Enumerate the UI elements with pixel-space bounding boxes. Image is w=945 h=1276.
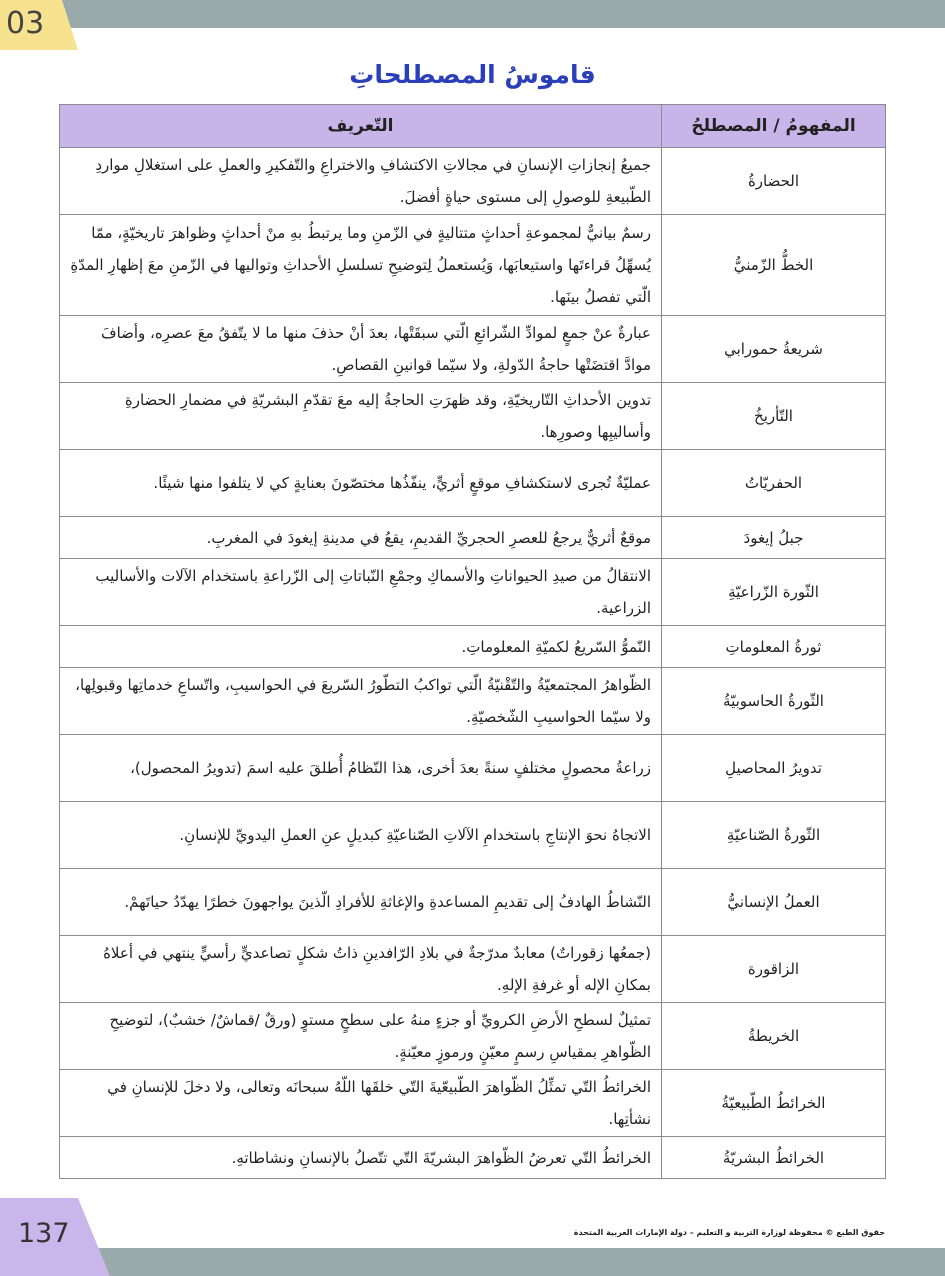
glossary-definition: الانتقالُ من صيدِ الحيواناتِ والأسماكِ وجمْعِ النّباتاتِ إلى الزّراعةِ باستخدام الآلات والأساليب الزراعية.: [60, 559, 662, 626]
glossary-definition: النّموُّ السّريعُ لكميّةِ المعلوماتِ.: [60, 626, 662, 668]
glossary-definition: (جمعُها زقوراتٌ) معابدٌ مدرّجةٌ في بلادِ الرّافدينِ ذاتُ شكلٍ تصاعديٍّ رأسيٍّ ينتهي في أعلاهُ بمكانِ الإله أو غرفةِ الإلهِ.: [60, 936, 662, 1003]
glossary-term: جبلُ إيغودَ: [662, 517, 886, 559]
glossary-term: الثّورةُ الصّناعيّةِ: [662, 802, 886, 869]
glossary-term: الثّورة الزّراعيّةِ: [662, 559, 886, 626]
glossary-definition: عبارةٌ عنْ جمعٍ لموادِّ الشّرائعِ الّتي سبقَتْها، بعدَ أنْ حذفَ منها ما لا يتّفقُ معَ عصرِه، وأضافَ موادَّ اقتضَتْها حاجةُ الدّولةِ، ولا سيّما قوانينِ القصاصِ.: [60, 316, 662, 383]
table-row: [60, 802, 886, 869]
glossary-term: التّأريخُ: [662, 383, 886, 450]
glossary-term: الخطُّ الزّمنيُّ: [662, 215, 886, 316]
definition-column-header: التّعريف: [60, 105, 662, 148]
glossary-definition: زراعةُ محصولٍ مختلفٍ سنةً بعدَ أخرى، هذا النّظامُ أُطلقَ عليه اسمَ (تدويرُ المحصول)،: [60, 735, 662, 802]
glossary-term: الثّورةُ الحاسوبيّةُ: [662, 668, 886, 735]
glossary-definition: تدوين الأحداثِ التّاريخيّةِ، وقد ظهرَتِ الحاجةُ إليه معَ تقدّمِ البشريّةِ في مضمارِ الحضارةِ وأساليبِها وصورِها.: [60, 383, 662, 450]
table-row: [60, 316, 886, 383]
term-column-header: المفهومُ / المصطلحُ: [662, 105, 886, 148]
table-row: [60, 936, 886, 1003]
glossary-definition: موقعٌ أثريٌّ يرجعُ للعصرِ الحجريِّ القديمِ، يقعُ في مدينةِ إيغودَ في المغربِ.: [60, 517, 662, 559]
glossary-definition: تمثيلٌ لسطحِ الأرضِ الكرويِّ أو جزءٍ منهُ على سطحٍ مستوٍ (ورقٌ /قماشٌ/ خشبٌ)، لتوضيحِ الظّواهرِ بمقياسِ رسمٍ معيّنٍ ورموزٍ معيّنةٍ.: [60, 1003, 662, 1070]
table-row: [60, 1137, 886, 1179]
table-row: [60, 383, 886, 450]
glossary-term: الخرائطُ البشريّةُ: [662, 1137, 886, 1179]
glossary-definition: رسمٌ بيانيٌّ لمجموعةِ أحداثٍ متتاليةٍ في الزّمنِ وما يرتبطُ بهِ منْ أحداثٍ وظواهرَ تاريخيّةٍ، ممّا يُسهِّلُ قراءتَها واستيعابَها، وَيُستعملُ لِتوضيحِ تسلسلِ الأحداثِ وتواليها في الزّمنِ معَ إظهارِ المدّةِ الّتي تفصلُ بينَها.: [60, 215, 662, 316]
glossary-definition: الخرائطُ التّي تعرضُ الظّواهرَ البشريّةَ التّي تتّصلُ بالإنسانِ ونشاطاتهِ.: [60, 1137, 662, 1179]
table-header-row: [60, 105, 886, 148]
glossary-table: [59, 104, 886, 1179]
glossary-definition: جميعُ إنجازاتِ الإنسانِ في مجالاتِ الاكتشافِ والاختراعِ والتّفكيرِ والعملِ على استغلالِ مواردِ الطّبيعةِ للوصولِ إلى مستوى حياةٍ أفضلَ.: [60, 148, 662, 215]
table-row: [60, 215, 886, 316]
glossary-term: شريعةُ حمورابي: [662, 316, 886, 383]
glossary-definition: الخرائطُ التّي تمثِّلُ الظّواهرَ الطّبيعّيةَ التّي خلقَها اللّهُ سبحانَه وتعالى، ولا دخلَ للإنسانِ في نشأتِها.: [60, 1070, 662, 1137]
glossary-term: الحفريّاتُ: [662, 450, 886, 517]
table-row: [60, 517, 886, 559]
table-row: [60, 869, 886, 936]
table-row: [60, 148, 886, 215]
chapter-number: 03: [6, 6, 45, 41]
table-row: [60, 735, 886, 802]
copyright-notice: حقوق الطبع © محفوظة لوزارة التربية و التعليم – دولة الإمارات العربية المتحدة: [573, 1228, 885, 1237]
glossary-term: الحضارةُ: [662, 148, 886, 215]
glossary-term: الخرائطُ الطّبيعيّةُ: [662, 1070, 886, 1137]
table-row: [60, 450, 886, 517]
glossary-term: الخريطةُ: [662, 1003, 886, 1070]
glossary-definition: الظّواهرُ المجتمعيّةُ والتّقْنيّةُ الّتي تواكبُ التطّورُ السّريعَ في الحواسيبِ، واتّساعِ خدماتِها وقبولِها، ولا سيّما الحواسيبِ الشّخصيّةِ.: [60, 668, 662, 735]
top-bar: [0, 0, 945, 28]
table-row: [60, 559, 886, 626]
glossary-term: ثورةُ المعلوماتِ: [662, 626, 886, 668]
glossary-term: تدويرُ المحاصيلِ: [662, 735, 886, 802]
page-number: 137: [18, 1218, 70, 1249]
glossary-term: الزاقورة: [662, 936, 886, 1003]
glossary-definition: الاتجاهُ نحوَ الإنتاجِ باستخدامِ الآلاتِ الصّناعيّةِ كبديلٍ عنِ العملِ اليدويِّ للإنسانِ.: [60, 802, 662, 869]
glossary-definition: النّشاطُ الهادفُ إلى تقديمِ المساعدةِ والإغاثةِ للأفرادِ الّذينَ يواجهونَ خطرًا يهدّدُ حياتَهمْ.: [60, 869, 662, 936]
table-row: [60, 668, 886, 735]
page-title: قاموسُ المصطلحاتِ: [349, 60, 596, 89]
glossary-definition: عمليّةٌ تُجرى لاستكشافِ موقعٍ أثريٍّ، ينفّذُها مختصّونَ بعنايةٍ كي لا يتلفوا منها شيئًا.: [60, 450, 662, 517]
bottom-bar: [0, 1248, 945, 1276]
table-row: [60, 626, 886, 668]
glossary-term: العملُ الإنسانيُّ: [662, 869, 886, 936]
table-row: [60, 1070, 886, 1137]
table-row: [60, 1003, 886, 1070]
